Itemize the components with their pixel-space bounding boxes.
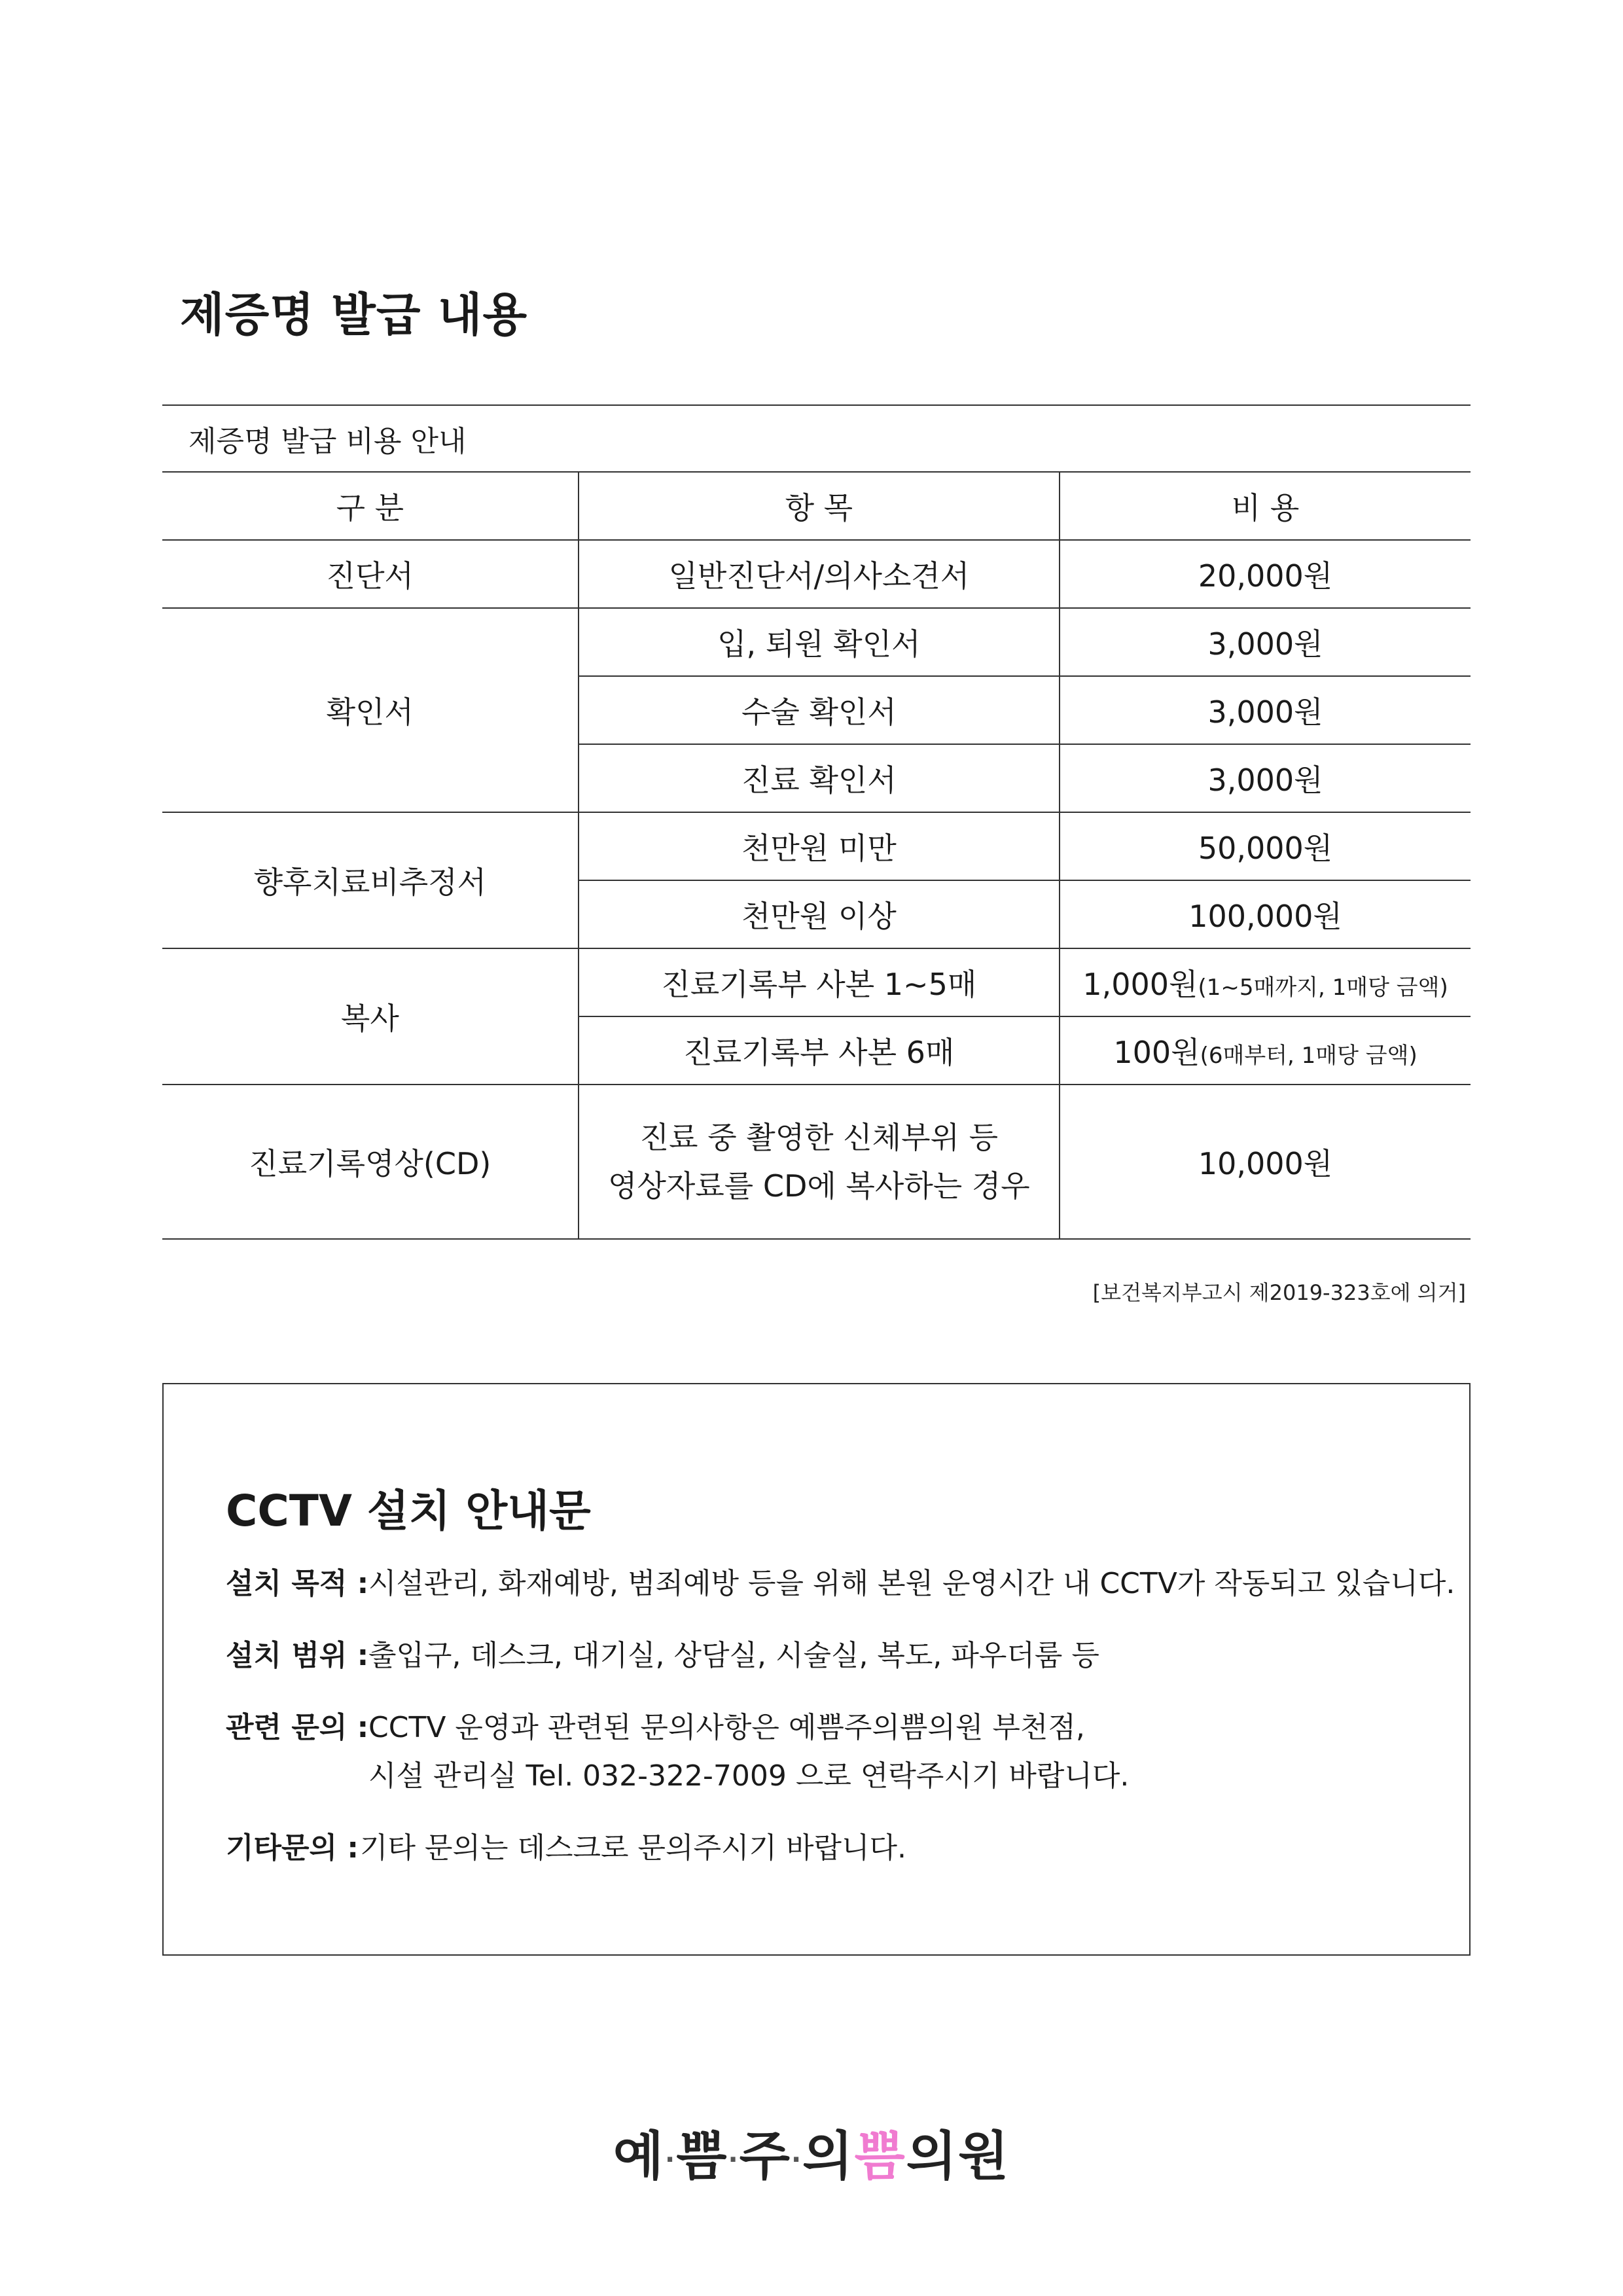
cost-note: (6매부터, 1매당 금액) [1200, 1043, 1418, 1069]
item-cell: 진료기록부 사본 1~5매 [579, 948, 1060, 1016]
cost-note: (1~5매까지, 1매당 금액) [1198, 975, 1448, 1001]
header-category: 구 분 [162, 472, 579, 540]
scope-label: 설치 범위 : [226, 1639, 369, 1672]
logo-dot-icon: · [664, 2145, 677, 2176]
logo-part: 주 [739, 2126, 791, 2187]
cost-cell [1060, 948, 1471, 1016]
purpose-text: 시설관리, 화재예방, 범죄예방 등을 위해 본원 운영시간 내 CCTV가 작동되고 있습니다. [368, 1567, 1455, 1600]
fee-table [162, 404, 1471, 1240]
inquiry-text-line2: 시설 관리실 Tel. 032-322-7009 으로 연락주시기 바랍니다. [368, 1759, 1130, 1793]
item-cell: 수술 확인서 [579, 676, 1060, 744]
table-row [162, 540, 1471, 608]
category-video: 진료기록영상(CD) [162, 1085, 579, 1239]
cost-cell: 3,000원 [1060, 744, 1471, 812]
item-cell [579, 1085, 1060, 1239]
reference-note: [보건복지부고시 제2019-323호에 의거] [1092, 1280, 1466, 1305]
item-line: 영상자료를 CD에 복사하는 경우 [608, 1168, 1030, 1204]
item-cell: 천만원 이상 [579, 880, 1060, 948]
logo-dot-icon: · [728, 2145, 740, 2176]
scope-text: 출입구, 데스크, 대기실, 상담실, 시술실, 복도, 파우더룸 등 [368, 1639, 1099, 1672]
other-text: 기타 문의는 데스크로 문의주시기 바랍니다. [360, 1831, 907, 1865]
logo-part: 예 [613, 2126, 665, 2187]
cctv-title: CCTV 설치 안내문 [226, 1486, 591, 1536]
table-row [162, 812, 1471, 880]
logo-part: 쁨 [676, 2126, 728, 2187]
item-cell: 진료 확인서 [579, 744, 1060, 812]
cctv-scope [226, 1632, 1099, 1680]
header-item: 항 목 [579, 472, 1060, 540]
header-cost: 비 용 [1060, 472, 1471, 540]
cost-cell: 20,000원 [1060, 540, 1471, 608]
inquiry-label: 관련 문의 : [226, 1711, 369, 1744]
logo-part: 의 [802, 2126, 855, 2187]
cost-cell: 3,000원 [1060, 608, 1471, 676]
cost-cell: 50,000원 [1060, 812, 1471, 880]
category-confirm: 확인서 [162, 608, 579, 812]
item-line: 진료 중 촬영한 신체부위 등 [639, 1120, 999, 1155]
cctv-other [226, 1824, 907, 1873]
item-cell: 입, 퇴원 확인서 [579, 608, 1060, 676]
table-row [162, 608, 1471, 676]
cost-cell: 100,000원 [1060, 880, 1471, 948]
category-estimate: 향후치료비추정서 [162, 812, 579, 948]
category-diagnosis: 진단서 [162, 540, 579, 608]
table-caption: 제증명 발급 비용 안내 [162, 405, 1471, 472]
other-label: 기타문의 : [226, 1831, 359, 1865]
purpose-label: 설치 목적 : [226, 1567, 369, 1600]
table-header-row [162, 472, 1471, 540]
item-cell: 진료기록부 사본 6매 [579, 1016, 1060, 1085]
item-cell: 일반진단서/의사소견서 [579, 540, 1060, 608]
cost-cell [1060, 1016, 1471, 1085]
cost-cell: 3,000원 [1060, 676, 1471, 744]
logo-part: 의원 [906, 2126, 1010, 2187]
logo-dot-icon: · [791, 2145, 803, 2176]
table-caption-row [162, 405, 1471, 472]
cost-value: 100원 [1113, 1035, 1200, 1070]
cost-cell: 10,000원 [1060, 1085, 1471, 1239]
cctv-purpose [226, 1560, 1455, 1608]
clinic-logo [0, 2114, 1623, 2189]
table-row [162, 1085, 1471, 1239]
cctv-notice-box [162, 1383, 1471, 1956]
item-cell: 천만원 미만 [579, 812, 1060, 880]
cctv-inquiry [226, 1704, 1085, 1752]
table-row [162, 948, 1471, 1016]
cost-value: 1,000원 [1082, 967, 1198, 1002]
category-copy: 복사 [162, 948, 579, 1085]
logo-accent: 쁨 [854, 2126, 906, 2187]
inquiry-text-line1: CCTV 운영과 관련된 문의사항은 예쁨주의쁨의원 부천점, [368, 1711, 1085, 1744]
page-title: 제증명 발급 내용 [180, 288, 528, 342]
